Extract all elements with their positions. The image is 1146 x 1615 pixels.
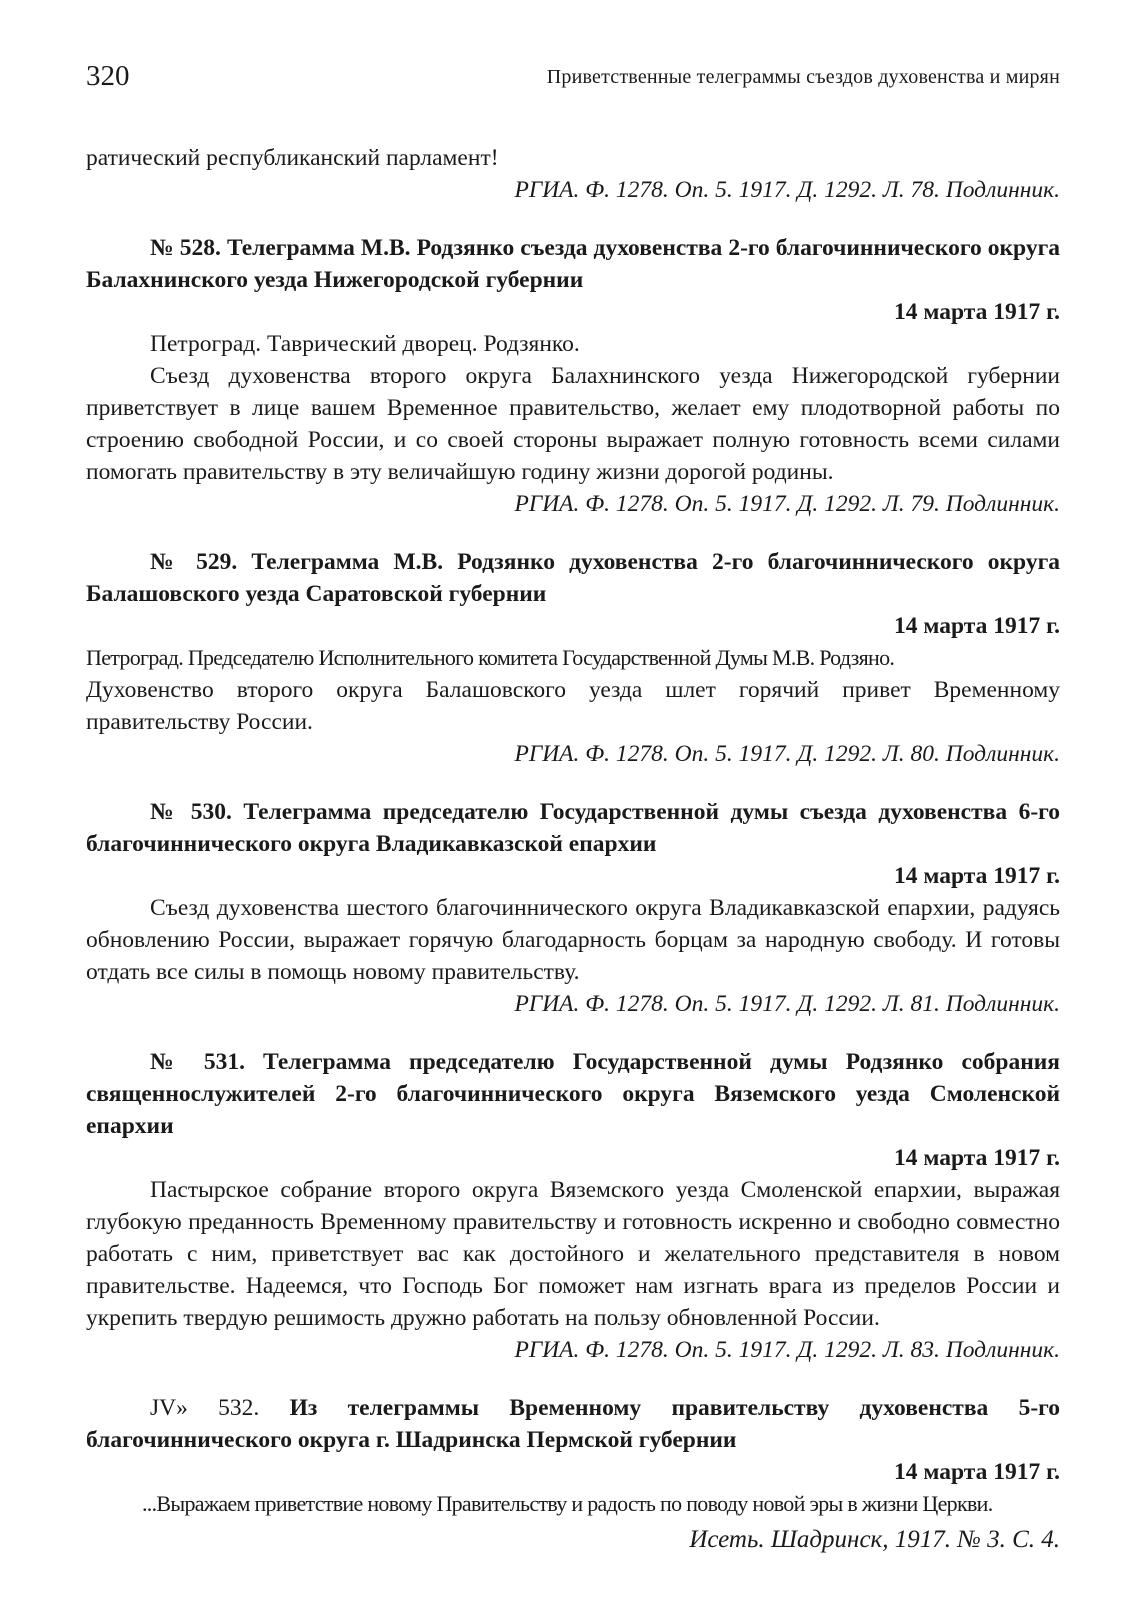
doc-source: РГИА. Ф. 1278. Оп. 5. 1917. Д. 1292. Л. 79. Подлинник. — [514, 491, 1060, 517]
doc-text: Пастырское собрание второго округа Вяземского уезда Смоленской епархии, выражая глубокую преданность Временному правительству и готовность искренно и свободно совместно работать с ним, приветствует вас как достойного и желательного представителя в новом правительстве. Надеемся, что Господь Бог поможет нам изгнать врага из пределов России и укрепить твердую решимость дружно работать на пользу обновленной России. — [86, 1177, 1060, 1331]
doc-source: РГИА. Ф. 1278. Оп. 5. 1917. Д. 1292. Л. 80. Подлинник. — [514, 741, 1060, 767]
doc-heading: № 528. Телеграмма М.В. Родзянко съезда духовенства 2-го благочиннического округа Балахнинского уезда Нижегородской губернии — [86, 235, 1060, 293]
document-529 — [86, 546, 1060, 770]
running-title: Приветственные телеграммы съездов духовенства и мирян — [546, 66, 1060, 88]
doc-source: РГИА. Ф. 1278. Оп. 5. 1917. Д. 1292. Л. 81. Подлинник. — [514, 991, 1060, 1017]
doc-text: Съезд духовенства второго округа Балахнинского уезда Нижегородской губернии приветствует в лице вашем Временное правительство, желает ему плодотворной работы по строению свободной России, и со своей стороны выражает полную готовность всеми силами помогать правительству в эту величайшую годину жизни дорогой родины. — [86, 363, 1060, 485]
page-number: 320 — [86, 60, 130, 92]
doc-heading: № 530. Телеграмма председателю Государственной думы съезда духовенства 6-го благочиннического округа Владикавказской епархии — [86, 799, 1060, 857]
doc-heading-block — [86, 1392, 1060, 1456]
intro-source: РГИА. Ф. 1278. Оп. 5. 1917. Д. 1292. Л. 78. Подлинник. — [514, 177, 1060, 203]
intro-text: ратический республиканский парламент! — [86, 145, 499, 171]
doc-source: Исеть. Шадринск, 1917. № 3. С. 4. — [689, 1526, 1060, 1553]
doc-text: Духовенство второго округа Балашовского уезда шлет горячий привет Временному правительству России. — [86, 677, 1060, 735]
doc-date: 14 марта 1917 г. — [894, 1459, 1060, 1485]
doc-date: 14 марта 1917 г. — [894, 299, 1060, 325]
document-530 — [86, 796, 1060, 1020]
document-532 — [86, 1392, 1060, 1556]
doc-date: 14 марта 1917 г. — [894, 613, 1060, 639]
doc-date: 14 марта 1917 г. — [894, 863, 1060, 889]
doc-text: ...Выражаем приветствие новому Правительству и радость по поводу новой эры в жизни Церкви. — [142, 1491, 993, 1516]
doc-address: Петроград. Председателю Исполнительного комитета Государственной Думы М.В. Родзяно. — [86, 645, 895, 670]
doc-number: JV» 532. — [150, 1395, 290, 1421]
doc-heading: Из телеграммы Временному правительству духовенства 5-го благочиннического округа г. Шадринска Пермской губернии — [86, 1395, 1060, 1453]
document-531 — [86, 1046, 1060, 1366]
doc-address: Петроград. Таврический дворец. Родзянко. — [150, 331, 580, 357]
doc-heading: № 531. Телеграмма председателю Государственной думы Родзянко собрания священнослужителей 2-го благочиннического округа Вяземского уезда Смоленской епархии — [86, 1049, 1060, 1139]
doc-date: 14 марта 1917 г. — [894, 1145, 1060, 1171]
doc-text: Съезд духовенства шестого благочиннического округа Владикавказской епархии, радуясь обновлению России, выражает горячую благодарность борцам за народную свободу. И готовы отдать все силы в помощь новому правительству. — [86, 895, 1060, 985]
document-528 — [86, 232, 1060, 520]
doc-source: РГИА. Ф. 1278. Оп. 5. 1917. Д. 1292. Л. 83. Подлинник. — [514, 1337, 1060, 1363]
page-body — [86, 142, 1060, 1556]
page-header — [86, 60, 1060, 100]
doc-heading: № 529. Телеграмма М.В. Родзянко духовенства 2-го благочиннического округа Балашовского уезда Саратовской губернии — [86, 549, 1060, 607]
